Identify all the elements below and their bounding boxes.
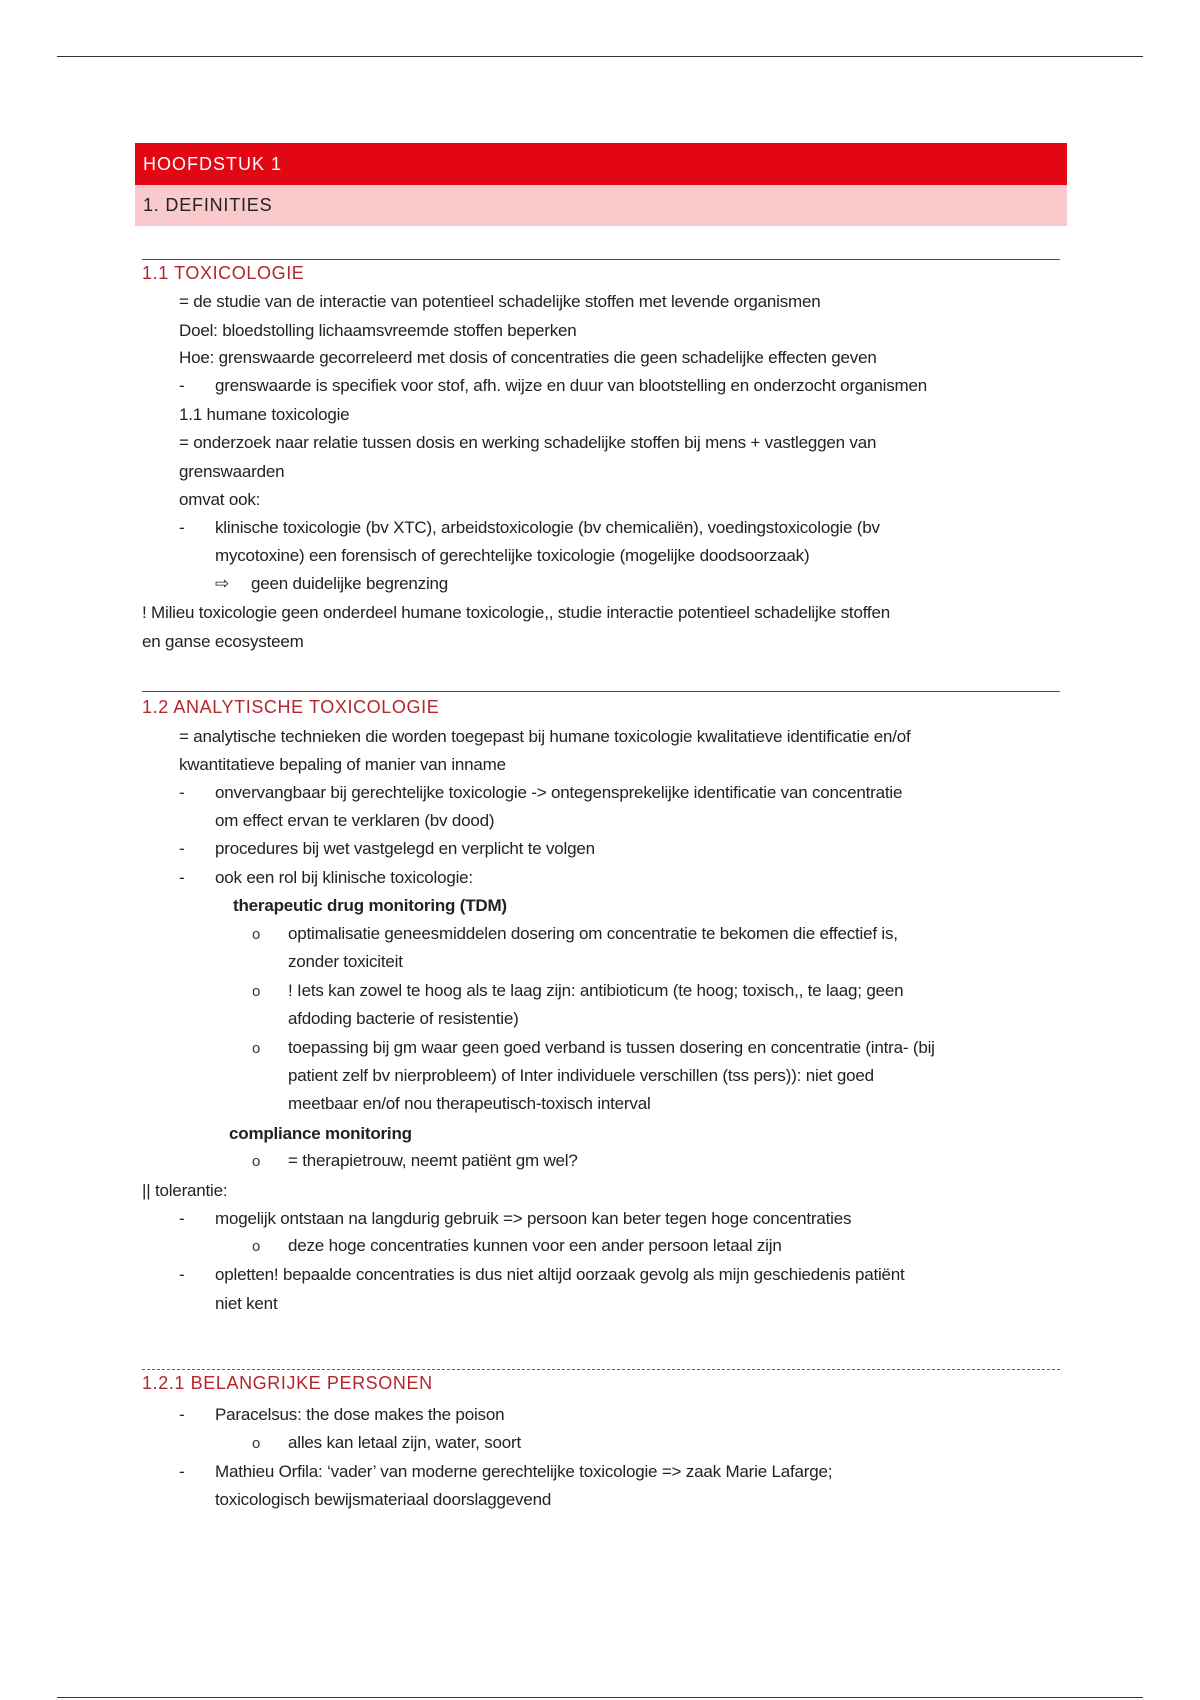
subsection-title-humane: 1.1 humane toxicologie [179,405,350,424]
sub-list-item: alles kan letaal zijn, water, soort [288,1433,522,1452]
list-item-continued: toxicologisch bewijsmateriaal doorslaggevend [215,1490,552,1509]
subheading-compliance: compliance monitoring [229,1124,412,1143]
section-rule [142,691,1060,692]
sub-list-item-continued: patient zelf bv nierprobleem) of Inter individuele verschillen (tss pers)): niet goed [288,1066,874,1085]
dash-bullet: - [179,376,185,395]
definition-line: grenswaarden [179,462,285,481]
definition-line: = analytische technieken die worden toegepast bij humane toxicologie kwalitatieve identificatie en/of [179,727,911,746]
circle-bullet: o [252,926,261,943]
note-line: en ganse ecosysteem [142,632,304,651]
sub-list-item-continued: afdoding bacterie of resistentie) [288,1009,519,1028]
dash-bullet: - [179,518,185,537]
sub-list-item: optimalisatie geneesmiddelen dosering om concentratie te bekomen die effectief is, [288,924,898,943]
arrow-icon: ⇨ [215,574,230,593]
how-line: Hoe: grenswaarde gecorreleerd met dosis of concentraties die geen schadelijke effecten geven [179,348,877,367]
list-item: onvervangbaar bij gerechtelijke toxicologie -> ontegensprekelijke identificatie van concentratie [215,783,903,802]
dash-bullet: - [179,1265,185,1284]
section-title-analytische: 1.2 ANALYTISCHE TOXICOLOGIE [142,697,440,717]
tolerance-heading: || tolerantie: [142,1181,228,1200]
circle-bullet: o [252,1435,261,1452]
dash-bullet: - [179,1405,185,1424]
sub-list-item: = therapietrouw, neemt patiënt gm wel? [288,1151,578,1170]
list-item: klinische toxicologie (bv XTC), arbeidstoxicologie (bv chemicaliën), voedingstoxicologie (bv [215,518,880,537]
list-item: procedures bij wet vastgelegd en verplicht te volgen [215,839,595,858]
dash-bullet: - [179,1462,185,1481]
definition-line: kwantitatieve bepaling of manier van inname [179,755,506,774]
list-item-continued: om effect ervan te verklaren (bv dood) [215,811,495,830]
dash-bullet: - [179,868,185,887]
circle-bullet: o [252,1040,261,1057]
sub-list-item-continued: zonder toxiciteit [288,952,403,971]
list-item: opletten! bepaalde concentraties is dus niet altijd oorzaak gevolg als mijn geschiedenis patiënt [215,1265,905,1284]
page-bottom-rule [57,1697,1143,1698]
note-line: ! Milieu toxicologie geen onderdeel humane toxicologie,, studie interactie potentieel schadelijke stoffen [142,603,890,622]
dash-bullet: - [179,839,185,858]
text-line: omvat ook: [179,490,261,509]
definition-line: = de studie van de interactie van potentieel schadelijke stoffen met levende organismen [179,292,821,311]
page-top-rule [57,56,1143,57]
dash-bullet: - [179,783,185,802]
chapter-heading: HOOFDSTUK 1 [135,143,1067,185]
arrow-item: geen duidelijke begrenzing [251,574,449,593]
list-item-continued: niet kent [215,1294,278,1313]
circle-bullet: o [252,983,261,1000]
circle-bullet: o [252,1153,261,1170]
subchapter-heading: 1. DEFINITIES [135,185,1067,226]
list-item: ook een rol bij klinische toxicologie: [215,868,473,887]
sub-list-item-continued: meetbaar en/of nou therapeutisch-toxisch interval [288,1094,651,1113]
dash-bullet: - [179,1209,185,1228]
section-rule-dashed [142,1369,1060,1370]
goal-line: Doel: bloedstolling lichaamsvreemde stoffen beperken [179,321,577,340]
list-item: mogelijk ontstaan na langdurig gebruik => persoon kan beter tegen hoge concentraties [215,1209,852,1228]
section-title-toxicologie: 1.1 TOXICOLOGIE [142,263,305,283]
list-item-continued: mycotoxine) een forensisch of gerechtelijke toxicologie (mogelijke doodsoorzaak) [215,546,810,565]
section-title-personen: 1.2.1 BELANGRIJKE PERSONEN [142,1373,433,1393]
sub-list-item: toepassing bij gm waar geen goed verband is tussen dosering en concentratie (intra- (bij [288,1038,935,1057]
section-rule [142,259,1060,260]
circle-bullet: o [252,1238,261,1255]
sub-list-item: ! Iets kan zowel te hoog als te laag zijn: antibioticum (te hoog; toxisch,, te laag; geen [288,981,904,1000]
definition-line: = onderzoek naar relatie tussen dosis en werking schadelijke stoffen bij mens + vastleggen van [179,433,877,452]
list-item: grenswaarde is specifiek voor stof, afh. wijze en duur van blootstelling en onderzocht organismen [215,376,928,395]
subheading-tdm: therapeutic drug monitoring (TDM) [233,896,507,915]
list-item: Mathieu Orfila: ‘vader’ van moderne gerechtelijke toxicologie => zaak Marie Lafarge; [215,1462,833,1481]
sub-list-item: deze hoge concentraties kunnen voor een ander persoon letaal zijn [288,1236,782,1255]
list-item: Paracelsus: the dose makes the poison [215,1405,505,1424]
